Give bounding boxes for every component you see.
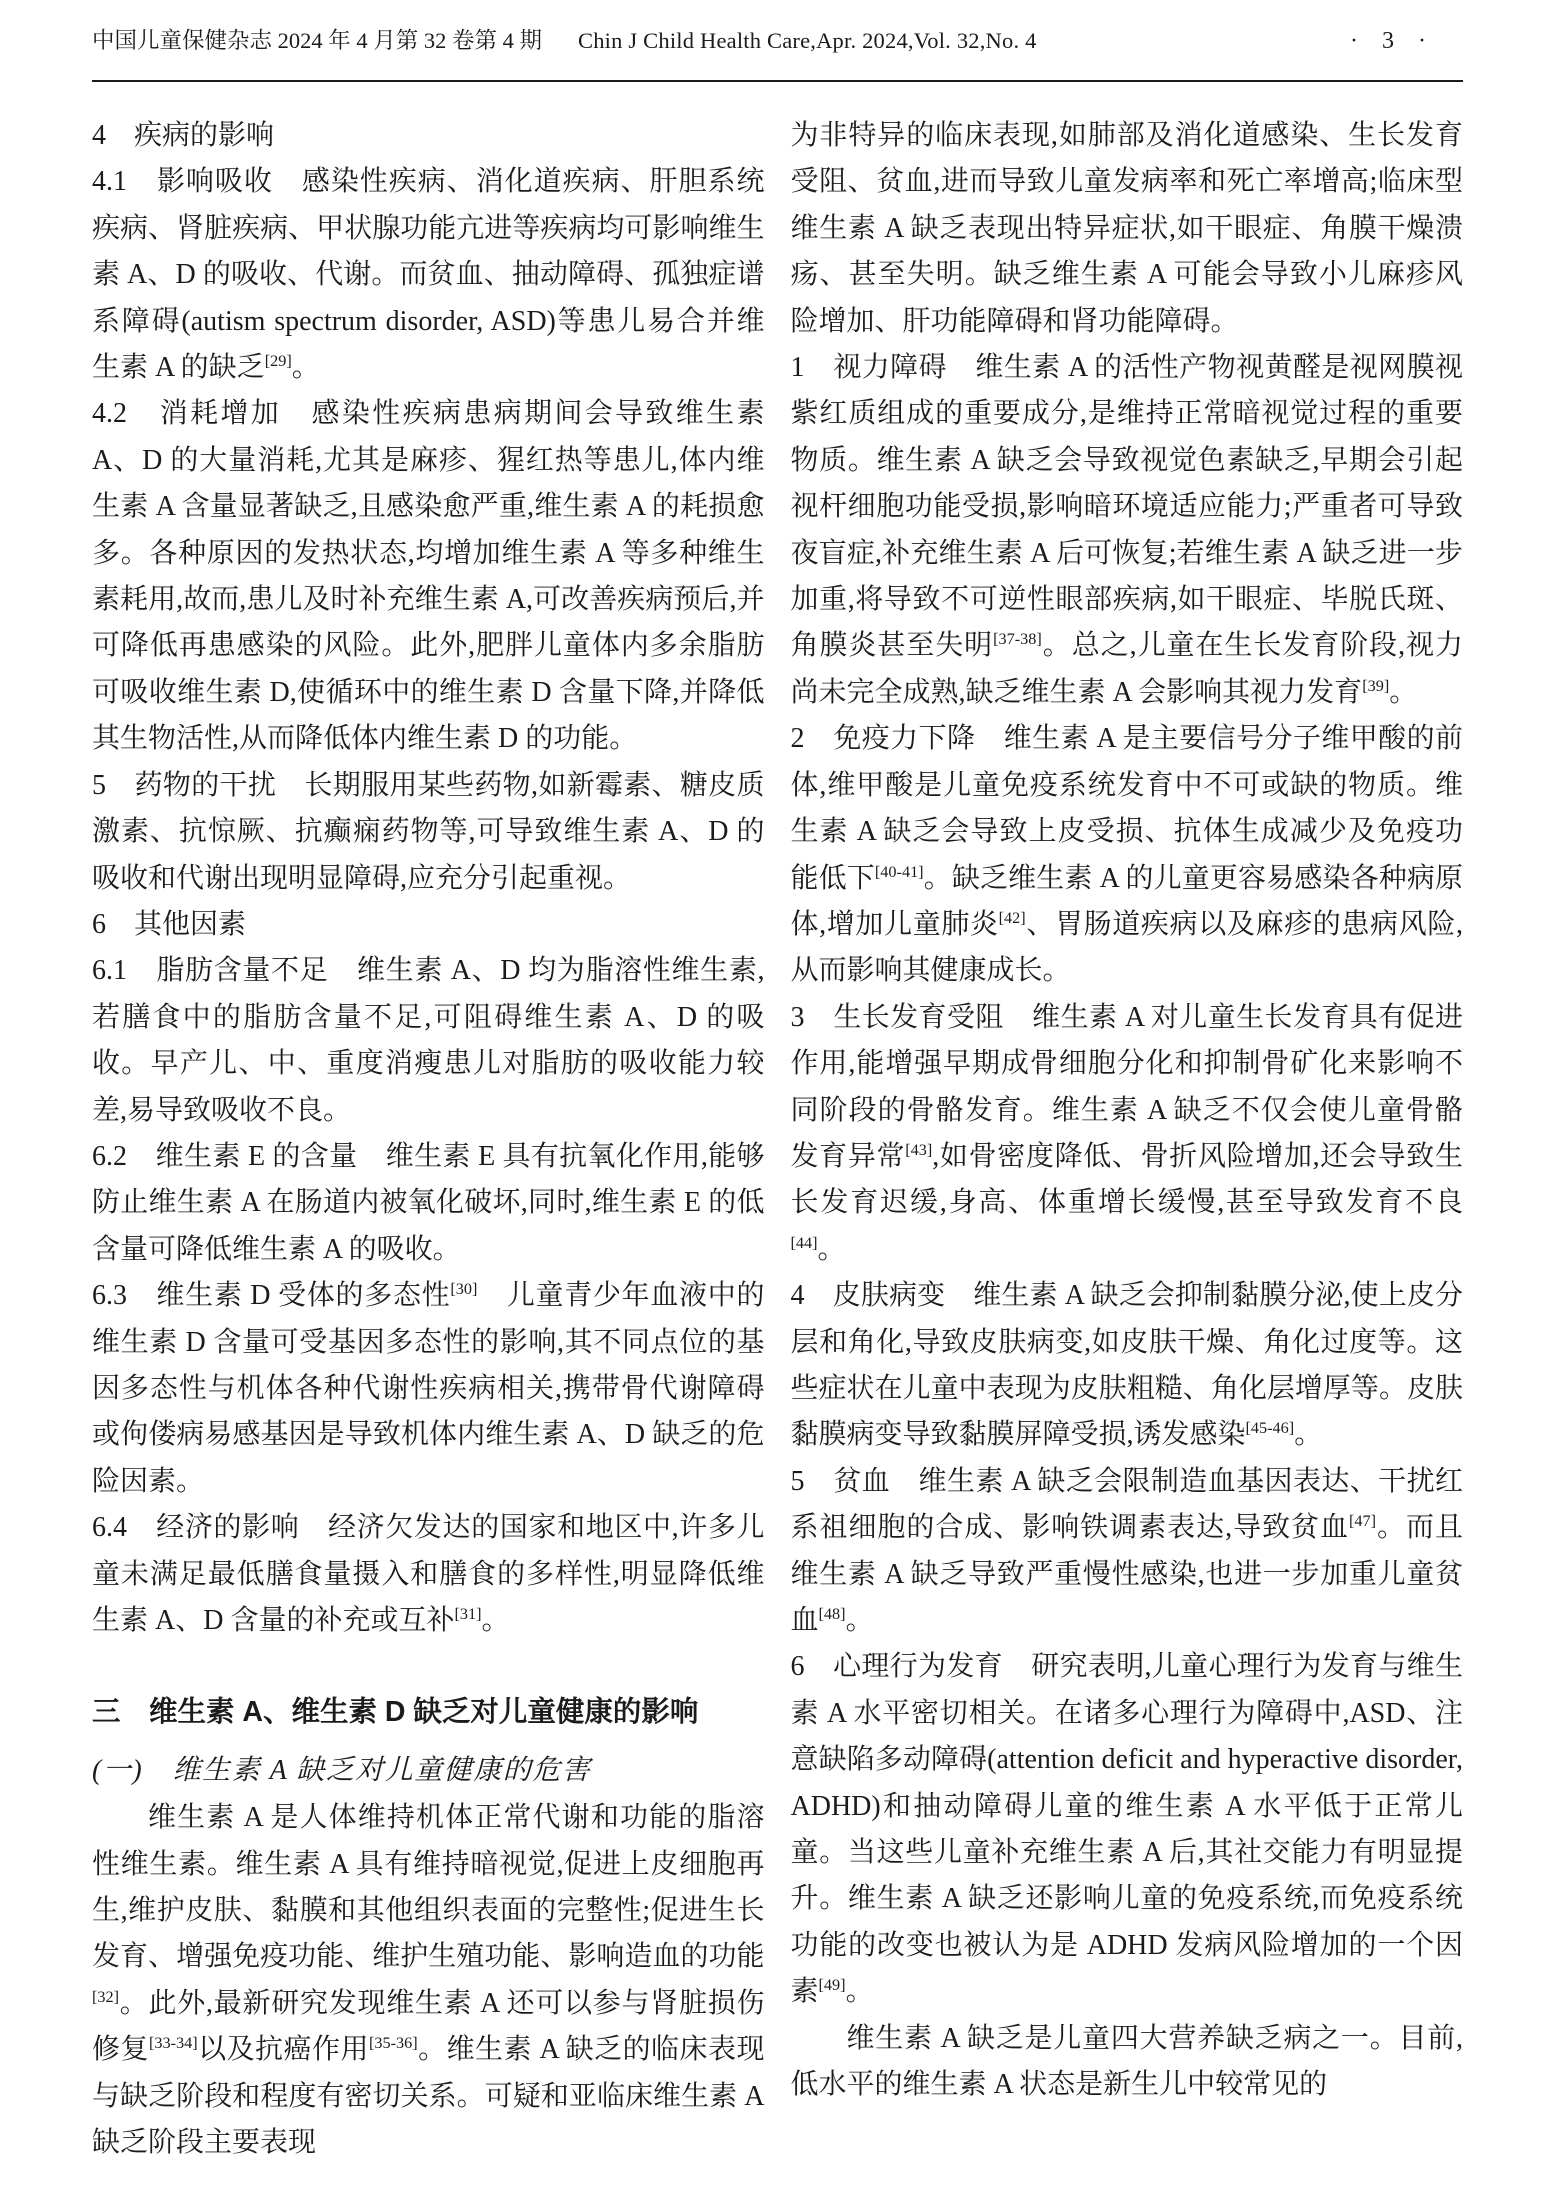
journal-title-en: Chin J Child Health Care,Apr. 2024,Vol. 32,No. 4 (578, 28, 1037, 53)
heading-major: 三 维生素 A、维生素 D 缺乏对儿童健康的影响 (92, 1696, 699, 1729)
paragraph: 6.2 维生素 E 的含量 维生素 E 具有抗氧化作用,能够防止维生素 A 在肠道内被氧化破坏,同时,维生素 E 的低含量可降低维生素 A 的吸收。 (92, 1140, 765, 1265)
citation-ref: [40-41] (874, 862, 924, 881)
citation-ref: [44] (790, 1233, 818, 1252)
paragraph: 为非特异的临床表现,如肺部及消化道感染、生长发育受阻、贫血,进而导致儿童发病率和死亡率增高;临床型维生素 A 缺乏表现出特异症状,如干眼症、角膜干燥溃疡、甚至失明。缺乏维生素 A 可能会导致小儿麻疹风险增加、肝功能障碍和肾功能障碍。 (790, 120, 1463, 337)
right-column (791, 113, 1464, 2166)
running-head (92, 26, 1463, 56)
citation-ref: [39] (1362, 676, 1390, 695)
citation-ref: [31] (454, 1604, 482, 1623)
citation-ref: [45-46] (1245, 1419, 1295, 1438)
paragraph: 5 药物的干扰 长期服用某些药物,如新霉素、糖皮质激素、抗惊厥、抗癫痫药物等,可导致维生素 A、D 的吸收和代谢出现明显障碍,应充分引起重视。 (92, 769, 765, 894)
paragraph: 维生素 A 是人体维持机体正常代谢和功能的脂溶性维生素。维生素 A 具有维持暗视觉,促进上皮细胞再生,维护皮肤、黏膜和其他组织表面的完整性;促进生长发育、增强免疫功能、维护生殖功能、影响造血的功能[32]。此外,最新研究发现维生素 A 还可以参与肾脏损伤修复[33-34]以及抗癌作用[35-36]。维生素 A 缺乏的临床表现与缺乏阶段和程度有密切关系。可疑和亚临床维生素 A 缺乏阶段主要表现 (92, 1802, 765, 2159)
paragraph: 3 生长发育受阻 维生素 A 对儿童生长发育具有促进作用,能增强早期成骨细胞分化和抑制骨矿化来影响不同阶段的骨骼发育。维生素 A 缺乏不仅会使儿童骨骼发育异常[43],如骨密度降低、骨折风险增加,还会导致生长发育迟缓,身高、体重增长缓慢,甚至导致发育不良[44]。 (790, 1001, 1463, 1265)
article-body (92, 113, 1463, 2166)
heading-num: 6 其他因素 (92, 908, 247, 940)
paragraph: 5 贫血 维生素 A 缺乏会限制造血基因表达、干扰红系祖细胞的合成、影响铁调素表达,导致贫血[47]。而且维生素 A 缺乏导致严重慢性感染,也进一步加重儿童贫血[48]。 (790, 1465, 1463, 1636)
heading-sub: (一) 维生素 A 缺乏对儿童健康的危害 (92, 1754, 592, 1786)
citation-ref: [32] (92, 1987, 120, 2006)
citation-ref: [29] (264, 351, 292, 370)
paragraph: 6 心理行为发育 研究表明,儿童心理行为发育与维生素 A 水平密切相关。在诸多心理行为障碍中,ASD、注意缺陷多动障碍(attention deficit and hyperactive disorder, ADHD)和抽动障碍儿童的维生素 A 水平低于正常儿童。当这些儿童补充维生素 A 后,其社交能力有明显提升。维生素 A 缺乏还影响儿童的免疫系统,而免疫系统功能的改变也被认为是 ADHD 发病风险增加的一个因素[49]。 (790, 1651, 1463, 2008)
paragraph: 4.1 影响吸收 感染性疾病、消化道疾病、肝胆系统疾病、肾脏疾病、甲状腺功能亢进等疾病均可影响维生素 A、D 的吸收、代谢。而贫血、抽动障碍、孤独症谱系障碍(autism spectrum disorder, ASD)等患儿易合并维生素 A 的缺乏[29]。 (92, 166, 765, 384)
heading-num: 4 疾病的影响 (92, 120, 275, 151)
paragraph: 6.4 经济的影响 经济欠发达的国家和地区中,许多儿童未满足最低膳食量摄入和膳食的多样性,明显降低维生素 A、D 含量的补充或互补[31]。 (92, 1512, 765, 1636)
citation-ref: [42] (998, 908, 1026, 927)
paragraph: 维生素 A 缺乏是儿童四大营养缺乏病之一。目前,低水平的维生素 A 状态是新生儿中较常见的 (790, 2022, 1463, 2101)
header-rule (92, 80, 1463, 82)
citation-ref: [35-36] (368, 2034, 418, 2053)
citation-ref: [43] (905, 1140, 933, 1159)
citation-ref: [48] (818, 1604, 846, 1623)
citation-ref: [49] (818, 1976, 846, 1995)
citation-ref: [30] (450, 1280, 478, 1299)
paragraph: 6.3 维生素 D 受体的多态性[30] 儿童青少年血液中的维生素 D 含量可受基因多态性的影响,其不同点位的基因多态性与机体各种代谢性疾病相关,携带骨代谢障碍或佝偻病易感基因是导致机体内维生素 A、D 缺乏的危险因素。 (92, 1280, 765, 1497)
page-number: · 3 · (1350, 28, 1435, 54)
left-column (92, 113, 765, 2166)
journal-title-zh: 中国儿童保健杂志 2024 年 4 月第 32 卷第 4 期 (92, 28, 543, 53)
paragraph: 6.1 脂肪含量不足 维生素 A、D 均为脂溶性维生素,若膳食中的脂肪含量不足,可阻碍维生素 A、D 的吸收。早产儿、中、重度消瘦患儿对脂肪的吸收能力较差,易导致吸收不良。 (92, 955, 765, 1126)
paragraph: 4 皮肤病变 维生素 A 缺乏会抑制黏膜分泌,使上皮分层和角化,导致皮肤病变,如皮肤干燥、角化过度等。这些症状在儿童中表现为皮肤粗糙、角化层增厚等。皮肤黏膜病变导致黏膜屏障受损,诱发感染[45-46]。 (790, 1280, 1463, 1451)
paragraph: 2 免疫力下降 维生素 A 是主要信号分子维甲酸的前体,维甲酸是儿童免疫系统发育中不可或缺的物质。维生素 A 缺乏会导致上皮受损、抗体生成减少及免疫功能低下[40-41]。缺乏维生素 A 的儿童更容易感染各种病原体,增加儿童肺炎[42]、胃肠道疾病以及麻疹的患病风险,从而影响其健康成长。 (790, 723, 1463, 987)
paragraph: 1 视力障碍 维生素 A 的活性产物视黄醛是视网膜视紫红质组成的重要成分,是维持正常暗视觉过程的重要物质。维生素 A 缺乏会导致视觉色素缺乏,早期会引起视杆细胞功能受损,影响暗环境适应能力;严重者可导致夜盲症,补充维生素 A 后可恢复;若维生素 A 缺乏进一步加重,将导致不可逆性眼部疾病,如干眼症、毕脱氏斑、角膜炎甚至失明[37-38]。总之,儿童在生长发育阶段,视力尚未完全成熟,缺乏维生素 A 会影响其视力发育[39]。 (790, 352, 1463, 708)
citation-ref: [33-34] (148, 2034, 198, 2053)
citation-ref: [47] (1349, 1512, 1377, 1531)
paragraph: 4.2 消耗增加 感染性疾病患病期间会导致维生素 A、D 的大量消耗,尤其是麻疹、猩红热等患儿,体内维生素 A 含量显著缺乏,且感染愈严重,维生素 A 的耗损愈多。各种原因的发热状态,均增加维生素 A 等多种维生素耗用,故而,患儿及时补充维生素 A,可改善疾病预后,并可降低再患感染的风险。此外,肥胖儿童体内多余脂肪可吸收维生素 D,使循环中的维生素 D 含量下降,并降低其生物活性,从而降低体内维生素 D 的功能。 (92, 398, 765, 755)
citation-ref: [37-38] (993, 630, 1042, 649)
